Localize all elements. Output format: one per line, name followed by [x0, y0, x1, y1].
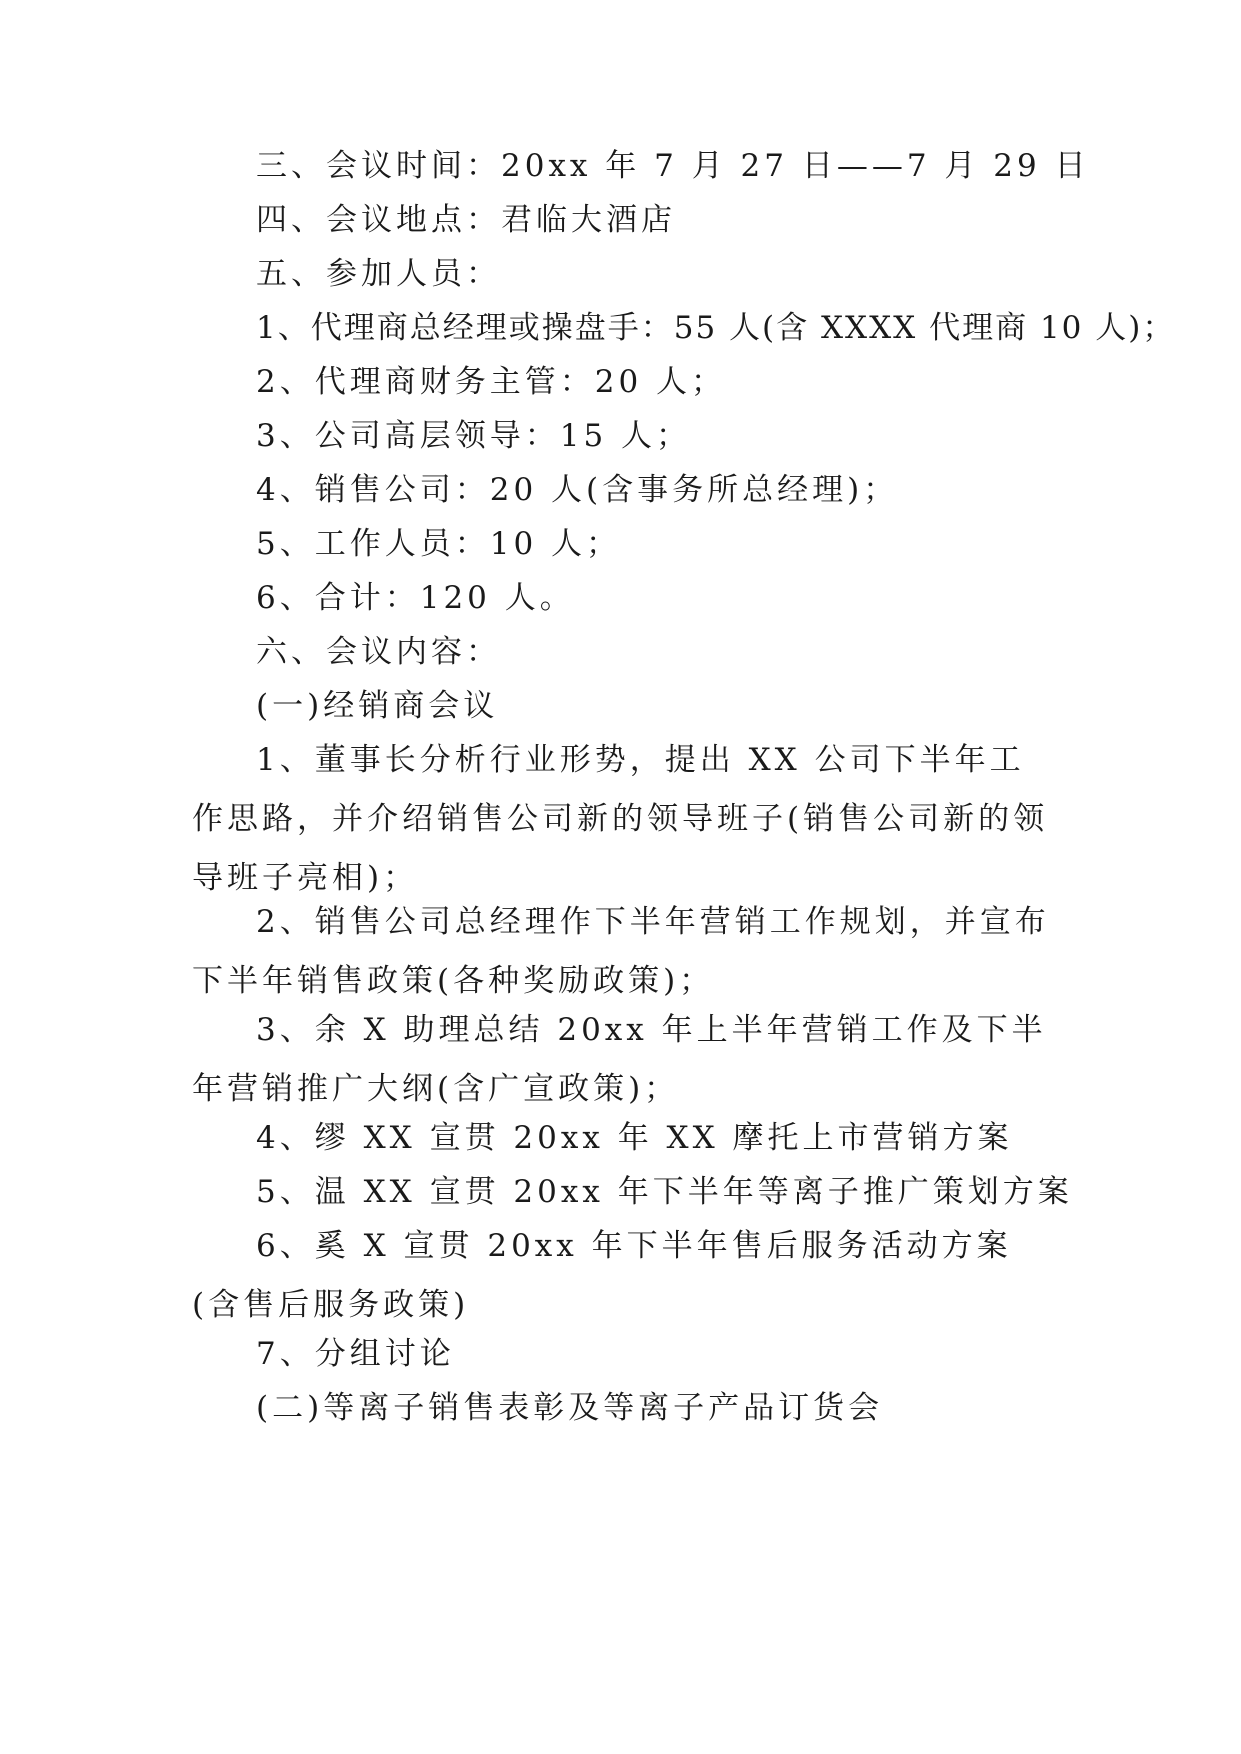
attendee-total: 6、合计：120 人。 — [256, 580, 575, 616]
section-dealer-meeting-heading: (一)经销商会议 — [256, 688, 499, 724]
section-plasma-order-meeting-heading: (二)等离子销售表彰及等离子产品订货会 — [256, 1390, 884, 1426]
agenda-item-5: 5、温 XX 宣贯 20xx 年下半年等离子推广策划方案 — [256, 1174, 1073, 1210]
agenda-item-2: 2、销售公司总经理作下半年营销工作规划，并宣布下半年销售政策(各种奖励政策)； — [192, 904, 1050, 999]
agenda-item-4: 4、缪 XX 宣贯 20xx 年 XX 摩托上市营销方案 — [256, 1120, 1013, 1156]
attendee-item-4: 4、销售公司：20 人(含事务所总经理)； — [256, 472, 899, 508]
agenda-item-3: 3、余 X 助理总结 20xx 年上半年营销工作及下半年营销推广大纲(含广宣政策)； — [192, 1012, 1047, 1107]
agenda-item-6: 6、奚 X 宣贯 20xx 年下半年售后服务活动方案(含售后服务政策) — [192, 1228, 1012, 1323]
attendee-item-2: 2、代理商财务主管：20 人； — [256, 364, 727, 400]
attendee-item-3: 3、公司高层领导：15 人； — [256, 418, 692, 454]
meeting-content-heading: 六、会议内容： — [256, 634, 501, 670]
meeting-location-line: 四、会议地点：君临大酒店 — [256, 202, 676, 238]
agenda-item-1: 1、董事长分析行业形势，提出 XX 公司下半年工作思路，并介绍销售公司新的领导班子(销售公司新的领导班子亮相)； — [192, 742, 1049, 896]
meeting-time-line: 三、会议时间：20xx 年 7 月 27 日——7 月 29 日 — [256, 148, 1090, 184]
agenda-item-7: 7、分组讨论 — [256, 1336, 455, 1372]
attendee-item-5: 5、工作人员：10 人； — [256, 526, 622, 562]
attendees-heading: 五、参加人员： — [256, 256, 501, 292]
attendee-item-1: 1、代理商总经理或操盘手：55 人(含 XXXX 代理商 10 人)； — [256, 310, 1176, 346]
